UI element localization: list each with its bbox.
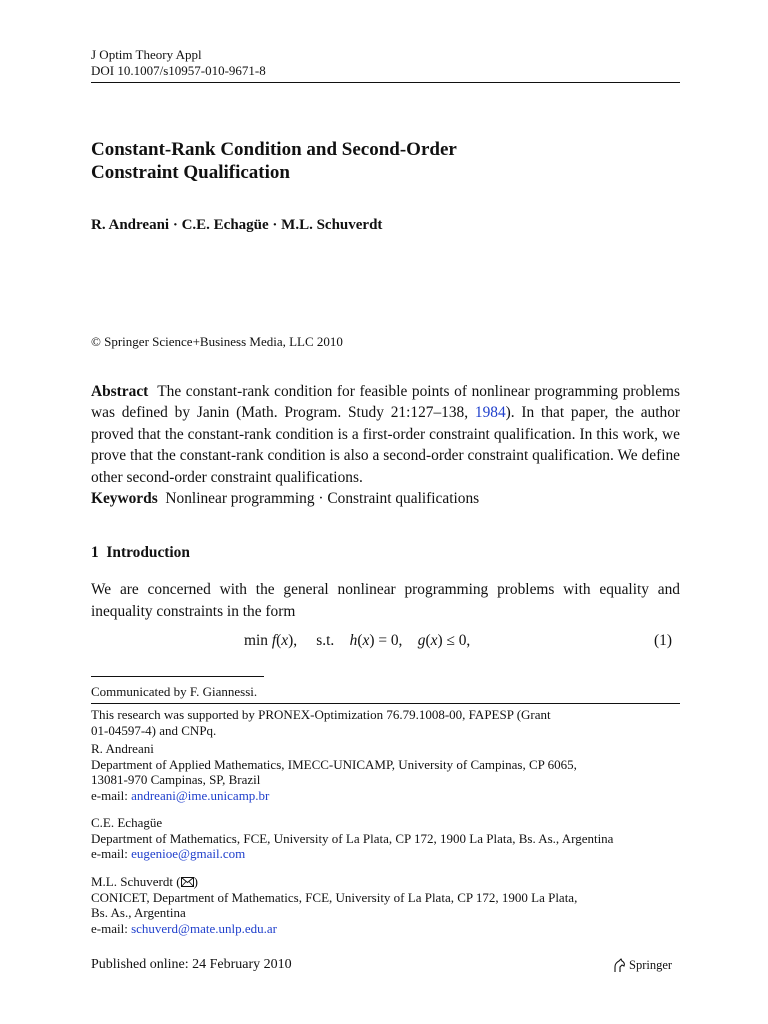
abstract-text-1: The constant-rank condition for feasible points of nonlinear programming problems was defined by Janin (Math. Program. Study 21:127–138,: [91, 383, 680, 422]
funding-note: This research was supported by PRONEX-Optimization 76.79.1008-00, FAPESP (Grant 01-04597-4) and CNPq.: [91, 707, 551, 738]
doi: DOI 10.1007/s10957-010-9671-8: [91, 63, 266, 78]
citation-link-1984[interactable]: 1984: [474, 404, 506, 422]
affiliation-schuverdt: M.L. Schuverdt ( ) CONICET, Department of Mathematics, FCE, University of La Plata, CP 172, 1900 La Plata, Bs. As., Argentina e-mail: schuverd@mate.unlp.edu.ar: [91, 874, 578, 936]
keywords: [91, 490, 680, 508]
title-line-1: Constant-Rank Condition and Second-Order: [91, 139, 457, 160]
abstract-text-2: ). In that paper, the author proved that the constant-rank condition is a first-order constraint qualification. In this work, we prove that the constant-rank condition is also a second-order constraint qualification. We define other second-order constraint qualifications.: [91, 404, 681, 486]
springer-horse-icon: [612, 958, 626, 973]
eq-x-3: x: [430, 632, 438, 649]
email-link-echague[interactable]: eugenioe@gmail.com: [131, 846, 246, 861]
equation-1: min f(x), s.t. h(x) = 0, g(x) ≤ 0,: [244, 632, 471, 649]
envelope-icon: [181, 877, 194, 887]
paper-title: [91, 138, 691, 184]
section-title: Introduction: [106, 544, 190, 561]
eq-x-2: x: [362, 632, 370, 649]
equation-number: (1): [654, 632, 672, 649]
footnote-divider: [91, 676, 264, 677]
keywords-label: Keywords: [91, 490, 158, 507]
affiliation-name: M.L. Schuverdt: [91, 874, 173, 889]
email-link-andreani[interactable]: andreani@ime.unicamp.br: [131, 787, 270, 803]
footnote-divider-2: [91, 703, 680, 704]
published-date: Published online: 24 February 2010: [91, 957, 292, 972]
section-number: 1: [91, 544, 99, 561]
publisher-logo: [612, 958, 672, 973]
communicated-by: Communicated by F. Giannessi.: [91, 684, 258, 699]
email-link-schuverdt[interactable]: schuverd@mate.unlp.edu.ar: [131, 920, 277, 936]
intro-paragraph: We are concerned with the general nonlinear programming problems with equality and inequality constraints in the form: [91, 581, 680, 620]
affiliation-name: C.E. Echagüe: [91, 815, 163, 830]
journal-header: [91, 47, 266, 79]
publisher-name: Springer: [629, 958, 673, 972]
copyright-notice: © Springer Science+Business Media, LLC 2010: [91, 334, 343, 349]
header-divider: [91, 82, 680, 83]
title-line-2: Constraint Qualification: [91, 162, 290, 183]
affiliation-name: R. Andreani: [91, 741, 154, 756]
abstract: [91, 381, 680, 488]
abstract-label: Abstract: [91, 383, 149, 400]
journal-name: J Optim Theory Appl: [91, 47, 202, 62]
affiliation-andreani: R. Andreani Department of Applied Mathematics, IMECC-UNICAMP, University of Campinas, CP 6065, 13081-970 Campinas, SP, Brazil e-mail: andreani@ime.unicamp.br: [91, 741, 691, 803]
author-list: R. Andreani · C.E. Echagüe · M.L. Schuverdt: [91, 217, 383, 233]
keywords-text: Nonlinear programming · Constraint qualifications: [165, 490, 480, 507]
section-heading: [91, 544, 190, 562]
affiliation-echague: C.E. Echagüe Department of Mathematics, FCE, University of La Plata, CP 172, 1900 La Plata, Bs. As., Argentina e-mail: eugenioe@gmail.com: [91, 815, 691, 862]
